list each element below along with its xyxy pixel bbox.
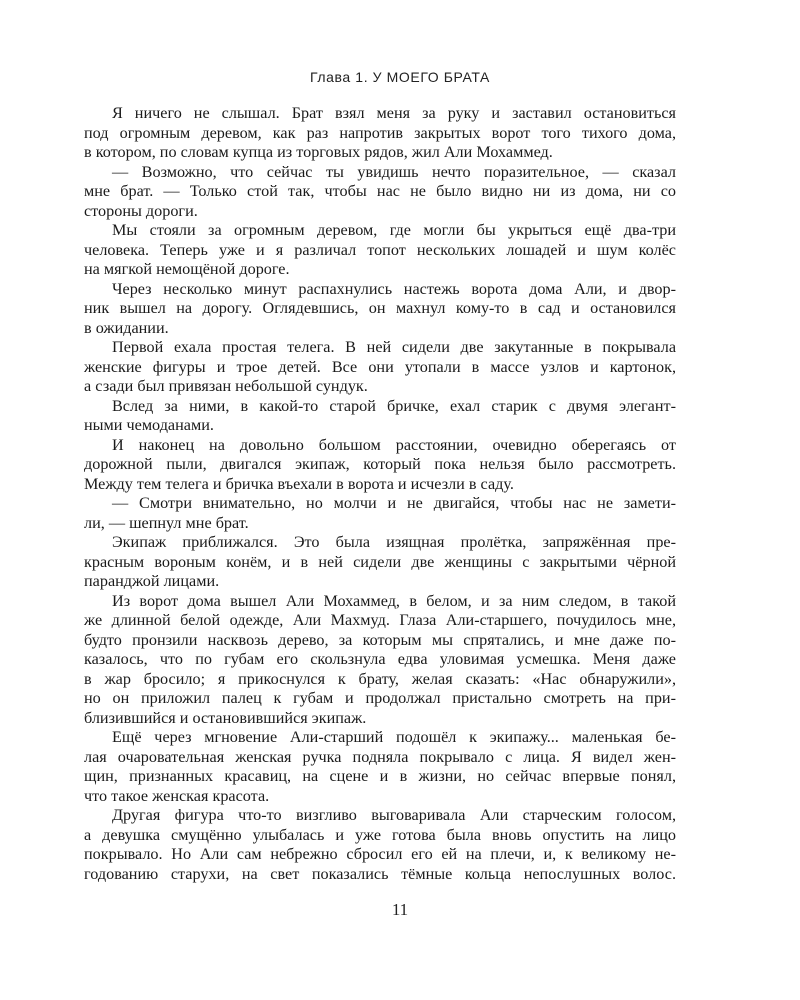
text-line: в ожидании.: [84, 318, 169, 337]
paragraph: [84, 397, 676, 436]
text-line: И наконец на довольно большом расстоянии, очевидно оберегаясь от: [112, 435, 676, 454]
paragraph: [84, 280, 676, 339]
text-line: паранджой лицами.: [84, 572, 220, 590]
text-line: человека. Теперь уже и я различал топот нескольких лошадей и шум колёс: [84, 240, 676, 259]
text-line: Между тем телега и бричка въехали в ворота и исчезли в саду.: [84, 474, 514, 493]
text-line: близившийся и остановившийся экипаж.: [84, 708, 367, 727]
text-line: красным вороным конём, и в ней сидели две женщины с закрытыми чёрной: [84, 552, 676, 571]
text-line: лая очаровательная женская ручка подняла покрывало с лица. Я видел жен-: [84, 747, 676, 766]
text-line: годованию старухи, на свет показались тёмные кольца непослушных волос.: [84, 864, 676, 883]
paragraph: [84, 592, 676, 729]
text-line: щин, признанных красавиц, на сцене и в жизни, но сейчас впервые понял,: [84, 767, 676, 785]
paragraph: [84, 806, 676, 884]
text-line: же длинной белой одежде, Али Махмуд. Глаза Али-старшего, почудилось мне,: [84, 611, 676, 629]
text-line: женские фигуры и трое детей. Все они утопали в массе узлов и картонок,: [84, 357, 676, 376]
paragraph: [84, 533, 676, 592]
paragraph: [84, 163, 676, 222]
text-line: казалось, что по губам его скользнула едва уловимая усмешка. Меня даже: [84, 650, 676, 668]
text-line: но он приложил палец к губам и продолжал пристально смотреть на при-: [84, 689, 676, 707]
text-line: Мы стояли за огромным деревом, где могли бы укрыться ещё два-три: [112, 221, 676, 239]
text-line: под огромным деревом, как раз напротив закрытых ворот того тихого дома,: [84, 123, 676, 142]
text-line: дорожной пыли, двигался экипаж, который пока нельзя было рассмотреть.: [84, 455, 676, 473]
paragraph: [84, 494, 676, 533]
paragraph: [84, 436, 676, 495]
text-line: ли, — шепнул мне брат.: [84, 513, 249, 532]
paragraph: [84, 221, 676, 280]
text-line: ными чемоданами.: [84, 416, 214, 434]
page-number: 11: [391, 900, 409, 919]
text-line: Я ничего не слышал. Брат взял меня за руку и заставил остановиться: [112, 104, 676, 122]
text-line: Вслед за ними, в какой-то старой бричке, ехал старик с двумя элегант-: [112, 396, 676, 415]
running-head: Глава 1. У МОЕГО БРАТА: [310, 69, 490, 85]
text-line: в котором, по словам купца из торговых рядов, жил Али Мохаммед.: [84, 143, 553, 161]
text-line: а девушка смущённо улыбалась и уже готова была вновь опустить на лицо: [84, 825, 676, 844]
paragraph: [84, 338, 676, 397]
text-line: Ещё через мгновение Али-старший подошёл к экипажу... маленькая бе-: [112, 728, 676, 746]
text-line: стороны дороги.: [84, 201, 198, 220]
body-text: [84, 104, 676, 884]
text-line: Из ворот дома вышел Али Мохаммед, в белом, и за ним следом, в такой: [112, 591, 676, 610]
text-line: мне брат. — Только стой так, чтобы нас не было видно ни из дома, ни со: [84, 182, 676, 200]
text-line: на мягкой немощёной дороге.: [84, 260, 290, 278]
paragraph: [84, 728, 676, 806]
text-line: Первой ехала простая телега. В ней сидели две закутанные в покрывала: [112, 338, 676, 356]
text-line: а сзади был привязан небольшой сундук.: [84, 377, 368, 395]
text-line: что такое женская красота.: [84, 786, 270, 805]
text-line: — Смотри внимательно, но молчи и не двигайся, чтобы нас не замети-: [112, 494, 676, 512]
text-line: покрывало. Но Али сам небрежно сбросил его ей на плечи, и, к великому не-: [84, 845, 676, 863]
text-line: в жар бросило; я прикоснулся к брату, желая сказать: «Нас обнаружили»,: [84, 669, 676, 688]
text-line: ник вышел на дорогу. Оглядевшись, он махнул кому-то в сад и остановился: [84, 299, 676, 317]
text-line: Через несколько минут распахнулись настежь ворота дома Али, и двор-: [112, 279, 676, 298]
paragraph: [84, 104, 676, 163]
text-line: Экипаж приближался. Это была изящная пролётка, запряжённая пре-: [112, 533, 676, 551]
text-line: — Возможно, что сейчас ты увидишь нечто поразительное, — сказал: [112, 162, 676, 181]
text-line: Другая фигура что-то визгливо выговаривала Али старческим голосом,: [112, 806, 676, 824]
text-line: будто пронзили насквозь дерево, за которым мы спрятались, и мне даже по-: [84, 630, 676, 649]
